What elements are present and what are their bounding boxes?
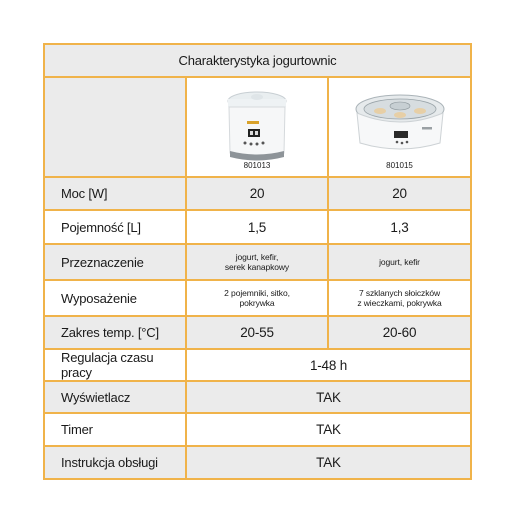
table-row: [44, 349, 471, 381]
row-value: 20-55: [186, 316, 328, 349]
row-label: Wyświetlacz: [44, 381, 186, 413]
row-value: jogurt, kefir: [328, 244, 471, 280]
wide-yogurt-maker-image: [350, 87, 450, 167]
row-value: 1-48 h: [186, 349, 471, 381]
image-row: [44, 77, 471, 177]
title-row: [44, 44, 471, 77]
row-value-line: jogurt, kefir,: [235, 252, 279, 262]
row-label: Moc [W]: [44, 177, 186, 210]
model-code: 801015: [386, 161, 413, 170]
table-row: [44, 244, 471, 280]
row-value: 20: [186, 177, 328, 210]
image-row-empty-cell: [44, 77, 186, 177]
table-row: [44, 413, 471, 446]
product-cell-801015: [328, 77, 471, 177]
table-row: [44, 210, 471, 244]
table-row: [44, 316, 471, 349]
row-value: TAK: [186, 381, 471, 413]
row-value-line: pokrywka: [239, 298, 275, 308]
row-value: 20-60: [328, 316, 471, 349]
row-value-line: 7 szklanych słoiczków: [358, 288, 441, 298]
table-row: [44, 280, 471, 316]
row-label: Regulacja czasu pracy: [44, 349, 186, 381]
row-value: [186, 244, 328, 280]
row-label: Zakres temp. [°C]: [44, 316, 186, 349]
row-value: [328, 280, 471, 316]
model-code: 801013: [243, 161, 271, 170]
row-label: Timer: [44, 413, 186, 446]
row-label: Instrukcja obsługi: [44, 446, 186, 479]
row-value-line: serek kanapkowy: [224, 262, 290, 272]
row-label: Przeznaczenie: [44, 244, 186, 280]
spec-table: [43, 43, 472, 480]
row-value: 1,3: [328, 210, 471, 244]
row-label: Pojemność [L]: [44, 210, 186, 244]
row-value: [186, 280, 328, 316]
table-row: [44, 177, 471, 210]
row-value: 1,5: [186, 210, 328, 244]
row-label: Wyposażenie: [44, 280, 186, 316]
table-row: [44, 446, 471, 479]
product-cell-801013: [186, 77, 328, 177]
table-row: [44, 381, 471, 413]
table-title: Charakterystyka jogurtownic: [44, 44, 471, 77]
row-value: 20: [328, 177, 471, 210]
row-value-line: z wieczkami, pokrywka: [357, 298, 442, 308]
tall-yogurt-maker-image: [217, 85, 297, 169]
row-value: TAK: [186, 413, 471, 446]
row-value: TAK: [186, 446, 471, 479]
row-value-line: 2 pojemniki, sitko,: [224, 288, 290, 298]
